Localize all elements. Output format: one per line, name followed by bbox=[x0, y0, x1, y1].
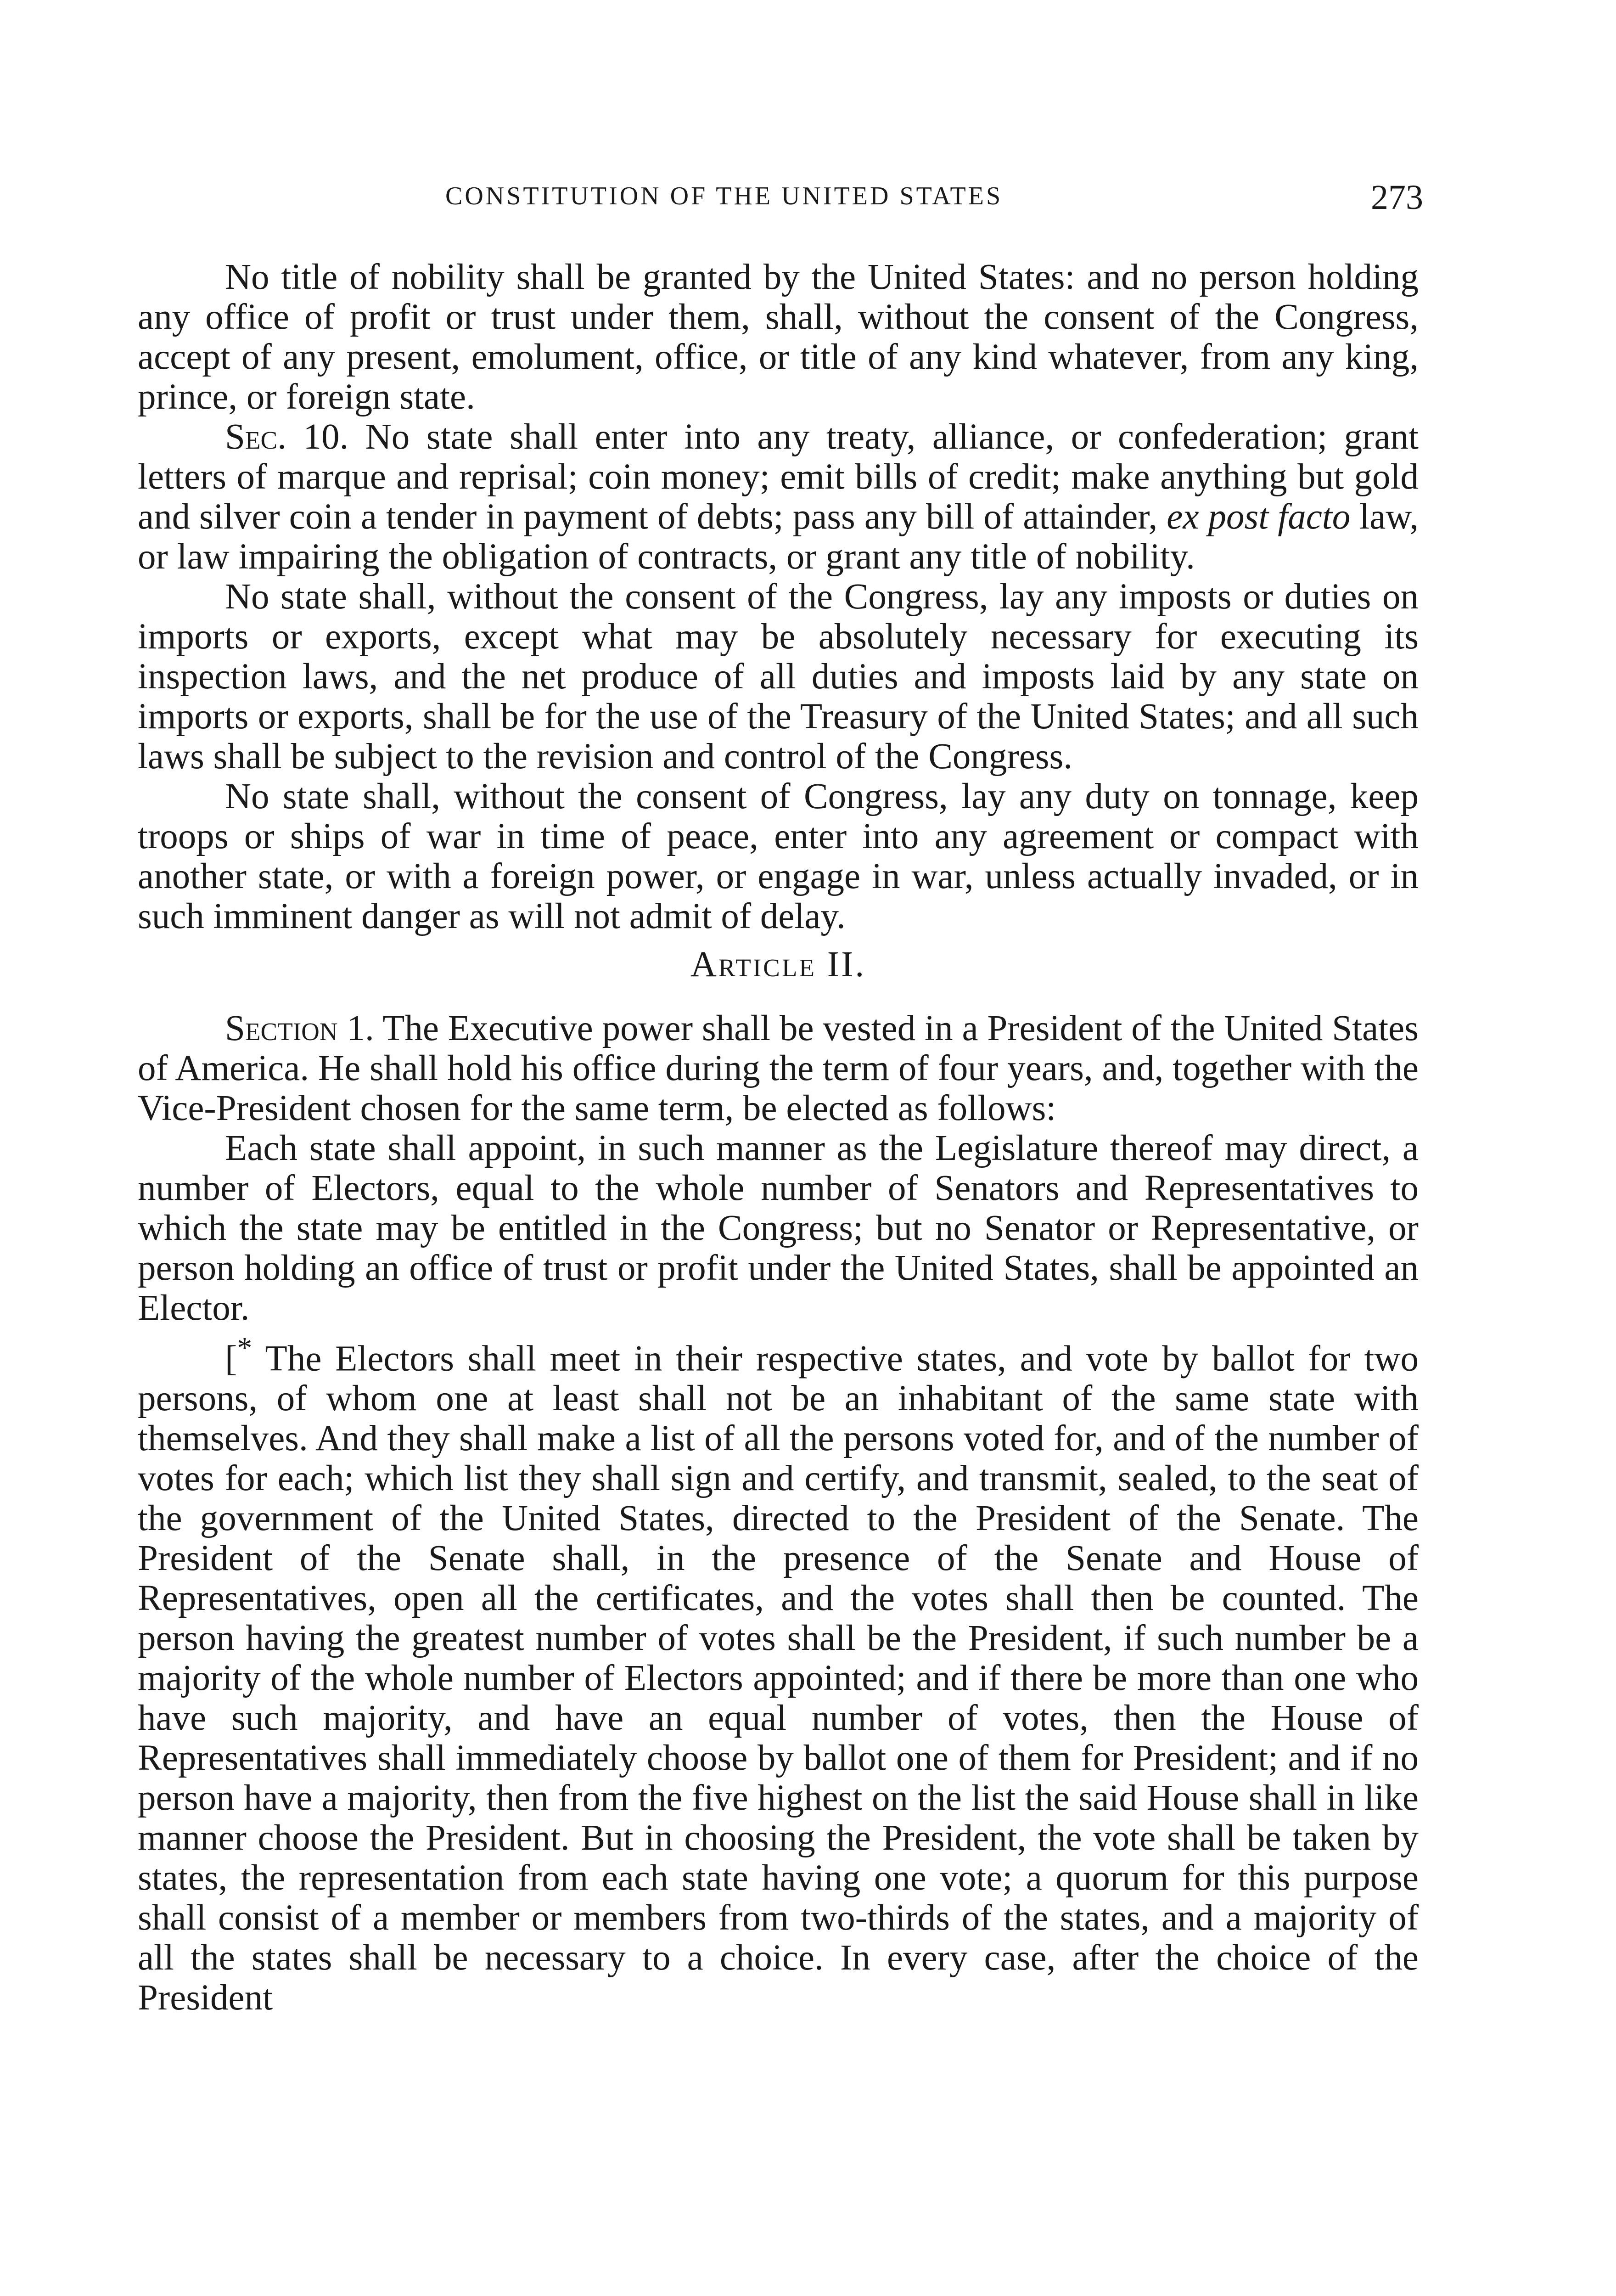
paragraph-nobility-text: No title of nobility shall be granted by the United States: and no person holding any office of profit or trust under them, shall, without the consent of the Congress, accept of any present, emolument, office, or title of any kind whatever, from any king, prince, or foreign state. bbox=[138, 257, 1419, 417]
section-10-label: Sec. 10. bbox=[225, 417, 349, 457]
paragraph-electors-appointment bbox=[138, 1128, 1419, 1328]
section-1-label: Section 1. bbox=[225, 1008, 374, 1048]
bracket-open: [ bbox=[225, 1339, 237, 1379]
section-10-text-b: law, or law impairing the obligation of contracts, or grant any title of nobility. bbox=[138, 497, 1419, 577]
page-number: 273 bbox=[1371, 178, 1423, 217]
section-1-text: The Executive power shall be vested in a President of the United States of America. He shall hold his office during the term of four years, and, together with the Vice-President chosen for the same term, be elected as follows: bbox=[138, 1008, 1419, 1128]
paragraph-imposts bbox=[138, 577, 1419, 777]
running-head bbox=[138, 178, 1423, 223]
paragraph-tonnage-text: No state shall, without the consent of Congress, lay any duty on tonnage, keep troops or ships of war in time of peace, enter into any agreement or compact with another state, or with a foreign power, or engage in war, unless actually invaded, or in such imminent danger as will not admit of delay. bbox=[138, 777, 1419, 936]
paragraph-section-10 bbox=[138, 417, 1419, 577]
section-10-italic: ex post facto bbox=[1167, 497, 1351, 537]
article-heading: Article II. bbox=[690, 945, 866, 985]
paragraph-nobility bbox=[138, 257, 1419, 417]
running-title: CONSTITUTION OF THE UNITED STATES bbox=[445, 182, 1003, 210]
body-text bbox=[138, 257, 1419, 2018]
section-10-text-a: No state shall enter into any treaty, alliance, or confederation; grant letters of marque and reprisal; coin money; emit bills of credit; make anything but gold and silver coin a tender in payment of debts; pass any bill of attainder, bbox=[138, 417, 1419, 537]
paragraph-electors-ballot-text: The Electors shall meet in their respective states, and vote by ballot for two persons, of whom one at least shall not be an inhabitant of the same state with themselves. And they shall make a list of all the persons voted for, and of the number of votes for each; which list they shall sign and certify, and transmit, sealed, to the seat of the government of the United States, directed to the President of the Senate. The President of the Senate shall, in the presence of the Senate and House of Representatives, open all the certificates, and the votes shall then be counted. The person having the greatest number of votes shall be the President, if such number be a majority of the whole number of Electors appointed; and if there be more than one who have such majority, and have an equal number of votes, then the House of Representatives shall immediately choose by ballot one of them for President; and if no person have a majority, then from the five highest on the list the said House shall in like manner choose the President. But in choosing the President, the vote shall be taken by states, the representation from each state having one vote; a quorum for this purpose shall consist of a member or members from two-thirds of the states, and a majority of all the states shall be necessary to a choice. In every case, after the choice of the President bbox=[138, 1339, 1419, 2018]
footnote-marker: * bbox=[237, 1331, 252, 1365]
paragraph-section-1 bbox=[138, 1008, 1419, 1128]
paragraph-imposts-text: No state shall, without the consent of the Congress, lay any imposts or duties on imports or exports, except what may be absolutely necessary for executing its inspection laws, and the net produce of all duties and imposts laid by any state on imports or exports, shall be for the use of the Treasury of the United States; and all such laws shall be subject to the revision and control of the Congress. bbox=[138, 577, 1419, 777]
paragraph-tonnage bbox=[138, 777, 1419, 936]
paragraph-electors-ballot bbox=[138, 1328, 1419, 2018]
paragraph-electors-appointment-text: Each state shall appoint, in such manner as the Legislature thereof may direct, a number of Electors, equal to the whole number of Senators and Representatives to which the state may be entitled in the Congress; but no Senator or Representative, or person holding an office of trust or profit under the United States, shall be appointed an Elector. bbox=[138, 1128, 1419, 1328]
